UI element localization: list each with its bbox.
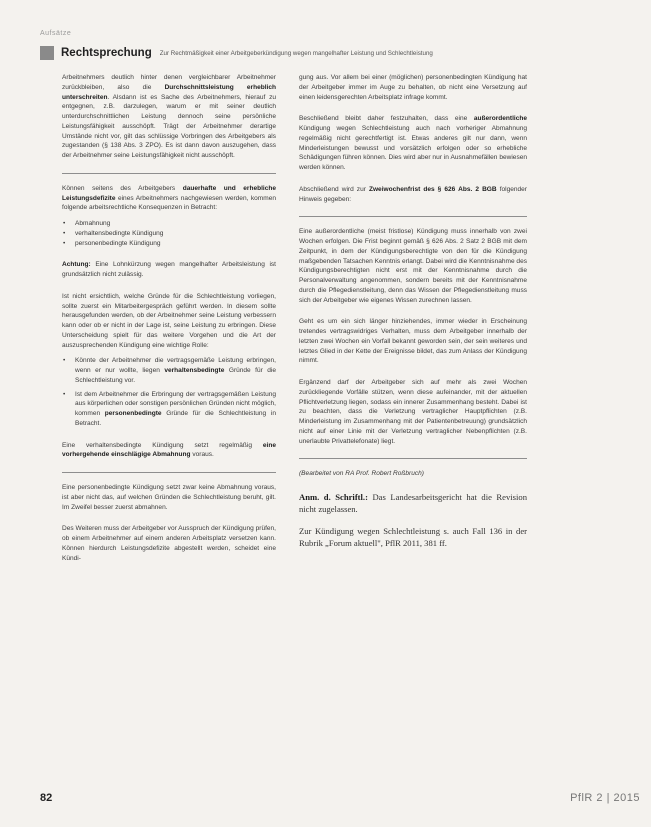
- section-marker-icon: [40, 46, 54, 60]
- reference-note: Zur Kündigung wegen Schlechtleistung s. auch Fall 136 in der Rubrik „Forum aktuell", PflR 2011, 381 ff.: [299, 526, 527, 548]
- paragraph: Beschließend bleibt daher festzuhalten, dass eine außerordentliche Kündigung wegen Schlechtleistung auch nach vorheriger Abmahnung regelmäßig nicht gerechtfertigt ist. Etwas anderes gilt nur dann, wenn Minderleistungen bewusst und vorsätzlich erfolgen oder so erhebliche Schädigungen führen können. Dies wird aber nur in Ausnahmefällen bewiesen werden können.: [299, 115, 527, 171]
- paragraph: Eine personenbedingte Kündigung setzt zwar keine Abmahnung voraus, ist aber nicht das, auf welchen Gründen die Schlechtleistung beruht, gilt. Im Zweifel besser zuerst abmahnen.: [62, 484, 276, 511]
- list-item: • Abmahnung: [72, 219, 276, 229]
- paragraph: Abschließend wird zur Zweiwochenfrist des § 626 Abs. 2 BGB folgender Hinweis gegeben:: [299, 185, 527, 203]
- author-byline: (Bearbeitet von RA Prof. Robert Roßbruch): [299, 470, 424, 478]
- list-item: • verhaltensbedingte Kündigung: [72, 229, 276, 239]
- page-footer: [40, 792, 640, 806]
- page-number: 82: [40, 792, 53, 804]
- kicker: Aufsätze: [40, 30, 72, 37]
- editor-note: [299, 491, 527, 549]
- paragraph: Ergänzend darf der Arbeitgeber sich auf mehr als zwei Wochen zurückliegende Vorfälle stützen, wenn diese aufeinander, mit der aktuellen Pflichtverletzung liegen, sodass ein innerer Zusammenhang besteht. Dabei ist zu beachten, dass die Verletzung vertraglicher Hauptpflichten (z.B. Minderleistung im Zusammenhang mit der Patientenbetreuung) grundsätzlich nicht auf einer Linie mit der Verletzung vertraglicher Nebenpflichten (z.B. unerlaubte Privattelefonate) liegt.: [299, 379, 527, 445]
- warning-note: Achtung: Eine Lohnkürzung wegen mangelhafter Arbeitsleistung ist grundsätzlich nicht zulässig.: [62, 261, 276, 278]
- list-item: • Könnte der Arbeitnehmer die vertragsgemäße Leistung erbringen, wenn er nur wollte, liegen verhaltensbedingte Gründe für die Schlechtleistung vor.: [72, 356, 276, 385]
- annotation: Anm. d. Schriftl.: Das Landesarbeitsgericht hat die Revision nicht zugelassen.: [299, 492, 527, 514]
- bullet-list: [62, 356, 276, 428]
- paragraph: Des Weiteren muss der Arbeitgeber vor Ausspruch der Kündigung prüfen, ob einem Arbeitnehmer auf einem anderen Arbeitsplatz versetzen kann. Können hierdurch Leistungsdefizite abgestellt werden, scheidet eine Kündi-: [62, 525, 276, 562]
- paragraph: Eine außerordentliche (meist fristlose) Kündigung muss innerhalb von zwei Wochen erfolgen. Die Frist beginnt gemäß § 626 Abs. 2 Satz 2 BGB mit dem Zeitpunkt, in dem der Kündigungsberechtigte von den für die Kündigung maßgebenden Tatsachen Kenntnis erlangt. Dabei wird die Kenntnisnahme des Kündigungsberechtigten nicht erst mit der Kenntnisnahme durch die Personalverwaltung angenommen, sondern bereits mit der Kenntnisnahme durch die Pflegedienstleitung, denn das Wissen der Pflegedienstleitung muss sich der Arbeitgeber wie eigenes Wissen zurechnen lassen.: [299, 228, 527, 304]
- bullet-list: [62, 219, 276, 248]
- journal-issue: PflR 2 | 2015: [570, 792, 640, 804]
- section-subtitle: Zur Rechtmäßigkeit einer Arbeitgeberkündigung wegen mangelhafter Leistung und Schlechtleistung: [159, 49, 433, 57]
- list-item: • personenbedingte Kündigung: [72, 239, 276, 249]
- paragraph: Eine verhaltensbedingte Kündigung setzt regelmäßig eine vorhergehende einschlägige Abmahnung voraus.: [62, 441, 276, 459]
- right-column: [299, 73, 527, 559]
- list-item: • Ist dem Arbeitnehmer die Erbringung der vertragsgemäßen Leistung aus körperlichen oder sonstigen persönlichen Gründen nicht möglich, kommen personenbedingte Gründe für die Schlechtleistung in Betracht.: [72, 390, 276, 429]
- paragraph: Geht es um ein sich länger hinziehendes, immer wieder in Erscheinung tretendes vertragswidriges Verhalten, muss dem Arbeitgeber innerhalb der letzten zwei Wochen ein Vorfall bekannt geworden sein, der sein weiteres und letztes Glied in der Kette der Ereignisse bildet, das zum Anlass der Kündigung nimmt.: [299, 318, 527, 365]
- divider: [62, 173, 276, 174]
- divider: [62, 472, 276, 473]
- page-header: [40, 44, 640, 62]
- divider: [299, 216, 527, 217]
- section-title: Rechtsprechung: [61, 47, 152, 59]
- divider: [299, 458, 527, 459]
- paragraph: Arbeitnehmers deutlich hinter denen vergleichbarer Arbeitnehmer zurückbleiben, also die Durchschnittsleistung erheblich unterschreiten. Alsdann ist es Sache des Arbeitnehmers, hierauf zu entgegnen, z.B. darzulegen, warum er mit seiner deutlich unterdurchschnittlichen Leistung dennoch seine persönliche Leistungsfähigkeit ausschöpft. Trägt der Arbeitnehmer derartige Umstände nicht vor, gilt das schlüssige Vorbringen des Arbeitgebers als zugestanden (§ 138 Abs. 3 ZPO). Es ist dann davon auszugehen, dass der Arbeitnehmer seine Leistungsfähigkeit nicht ausschöpft.: [62, 74, 276, 159]
- left-column: [62, 73, 276, 575]
- paragraph: Können seitens des Arbeitgebers dauerhafte und erhebliche Leistungsdefizite eines Arbeitnehmers nachgewiesen werden, kommen folgende arbeitsrechtliche Konsequenzen in Betracht:: [62, 184, 276, 212]
- paragraph: Ist nicht ersichtlich, welche Gründe für die Schlechtleistung vorliegen, sollte zuerst ein Mitarbeitergespräch geführt werden. In diesem sollte herausgefunden werden, ob der Arbeitnehmer seine Leistung verbessern kann oder ob er nicht in der Lage ist, seine Leistung zu erbringen. Diese Unterscheidung spielt für das weitere Vorgehen und die Art der auszusprechenden Kündigung eine wichtige Rolle:: [62, 292, 276, 349]
- paragraph: gung aus. Vor allem bei einer (möglichen) personenbedingten Kündigung hat der Arbeitgeber immer im Auge zu behalten, ob nicht eine Versetzung auf einen leidensgerechten Arbeitsplatz infrage kommt.: [299, 74, 527, 101]
